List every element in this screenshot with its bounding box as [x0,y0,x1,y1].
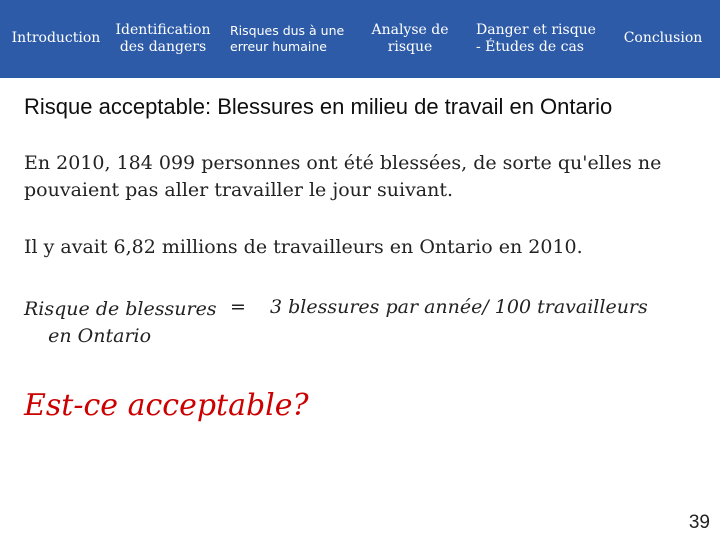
tab-identification-label: Identification des dangers [115,21,211,55]
tab-introduction-label: Introduction [11,30,101,47]
tab-identification-des-dangers[interactable] [108,0,218,78]
acceptability-question: Est-ce acceptable? [24,388,309,423]
risk-value: 3 blessures par année/ 100 travailleurs [270,296,648,318]
tab-analyse-label: Analyse de risque [371,21,449,55]
tab-introduction[interactable] [0,0,112,78]
injury-statistic-paragraph: En 2010, 184 099 personnes ont été blessées, de sorte qu'elles ne pouvaient pas aller travailler le jour suivant. [24,152,662,201]
page-number: 39 [688,512,710,533]
tab-conclusion-label: Conclusion [623,30,703,47]
tab-analyse-de-risque[interactable] [362,0,458,78]
tab-danger-label: Danger et risque - Études de cas [476,21,596,55]
top-navigation-bar [0,0,720,78]
tab-risques-erreur-humaine[interactable] [230,0,360,78]
tab-risques-label: Risques dus à une erreur humaine [230,23,345,54]
tab-conclusion[interactable] [612,0,714,78]
workers-statistic-paragraph: Il y avait 6,82 millions de travailleurs en Ontario en 2010. [24,236,583,258]
slide-title: Risque acceptable: Blessures en milieu de travail en Ontario [24,94,613,119]
tab-danger-et-risque[interactable] [476,0,606,78]
risk-equals-sign: = [230,296,246,318]
risk-label: Risque de blessures en Ontario [24,298,217,347]
